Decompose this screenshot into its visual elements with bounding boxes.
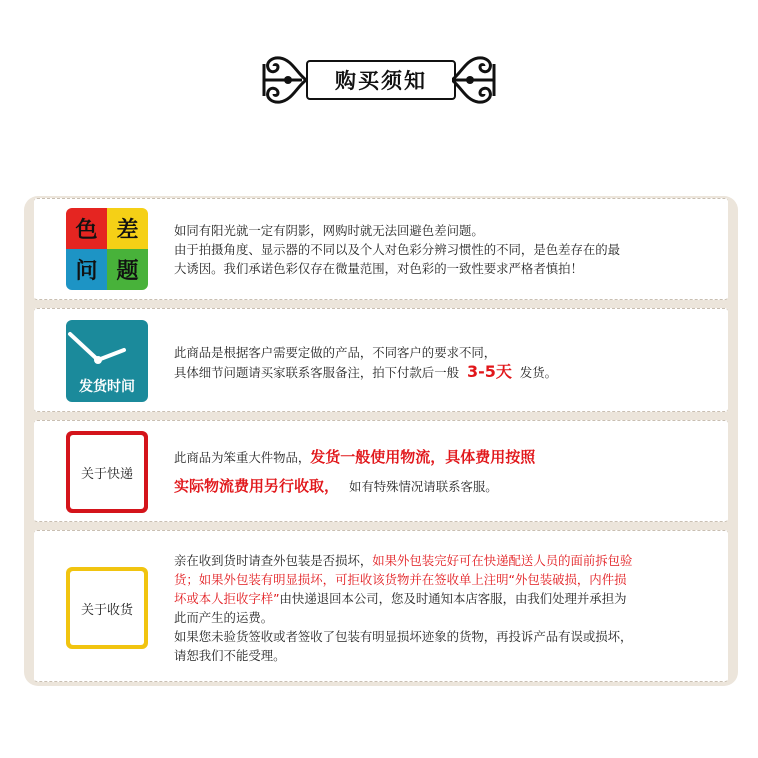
- text-line: 货；如果外包装有明显损坏，可拒收该货物并在签收单上注明“外包装破损，内件损: [174, 572, 627, 587]
- text-span: 具体细节问题请买家联系客服备注，拍下付款后一般: [174, 365, 459, 380]
- text-line: 如同有阳光就一定有阴影，网购时就无法回避色差问题。: [174, 223, 484, 238]
- text-span-red: 发货一般使用物流，具体费用按照: [310, 448, 536, 466]
- ornament-right-icon: [452, 54, 496, 106]
- text-span: 由快递退回本公司，您及时通知本店客服，由我们处理并承担为: [279, 591, 627, 606]
- text-line: [174, 443, 706, 472]
- text-line: 此商品是根据客户需要定做的产品，不同客户的要求不同，: [174, 345, 497, 360]
- color-difference-icon: [66, 208, 148, 290]
- text-line: [174, 589, 706, 608]
- text-span: 发货。: [519, 365, 557, 380]
- icon-char: 问: [66, 249, 107, 290]
- text-line: [174, 472, 706, 501]
- receiving-section: [34, 530, 728, 682]
- text-line: 如果您未验货签收或者签收了包装有明显损坏迹象的货物，再投诉产品有误或损坏，: [174, 629, 633, 644]
- icon-char: 题: [107, 249, 148, 290]
- ship-days: 3-5天: [466, 362, 512, 381]
- icon-char: 差: [107, 208, 148, 249]
- header-title: 购买须知: [306, 60, 456, 100]
- text-span: 亲在收到货时请查外包装是否损坏，: [174, 553, 373, 568]
- shipping-time-text: [174, 343, 706, 382]
- text-line: 此而产生的运费。: [174, 610, 274, 625]
- receiving-text: [174, 551, 706, 665]
- shipping-time-icon: [66, 320, 148, 402]
- shipping-time-label: 发货时间: [79, 379, 135, 395]
- text-line: 大诱因。我们承诺色彩仅存在微量范围，对色彩的一致性要求严格者慎拍！: [174, 261, 583, 276]
- text-span-red: 坏或本人拒收字样”: [174, 591, 280, 606]
- express-text: [174, 443, 706, 501]
- clock-icon: [66, 320, 148, 380]
- text-span-red: 实际物流费用另行收取，: [174, 477, 340, 495]
- icon-char: 色: [66, 208, 107, 249]
- text-line: [174, 551, 706, 570]
- text-line: 由于拍摄角度、显示器的不同以及个人对色彩分辨习惯性的不同，是色差存在的最: [174, 242, 621, 257]
- text-span-red: 如果外包装完好可在快递配送人员的面前拆包验: [372, 553, 633, 568]
- receiving-label: 关于收货: [70, 571, 144, 645]
- express-icon: [66, 431, 148, 513]
- express-section: [34, 420, 728, 522]
- express-label: 关于快递: [70, 435, 144, 509]
- color-difference-text: [174, 221, 706, 278]
- text-line: [174, 362, 706, 382]
- shipping-time-section: [34, 308, 728, 412]
- color-difference-section: [34, 198, 728, 300]
- text-span: 此商品为笨重大件物品，: [174, 450, 311, 465]
- ornament-left-icon: [262, 54, 306, 106]
- text-line: 请恕我们不能受理。: [174, 648, 286, 663]
- text-span: 如有特殊情况请联系客服。: [348, 479, 498, 494]
- receiving-icon: [66, 567, 148, 649]
- purchase-notice-header: [262, 54, 496, 106]
